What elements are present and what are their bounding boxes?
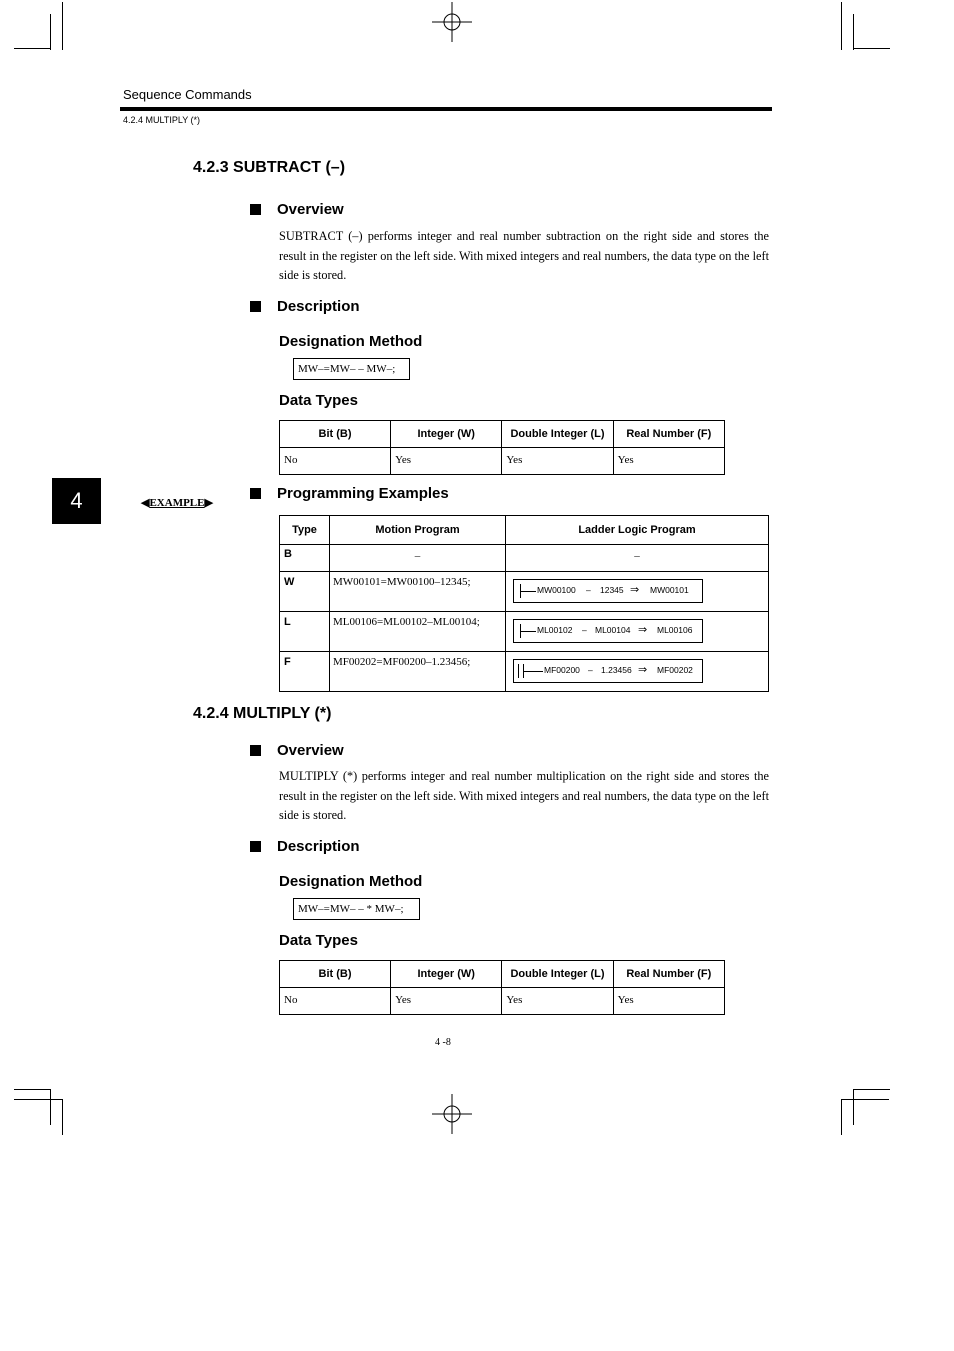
designation-code: MW–=MW– – MW–; [293,358,410,380]
store-arrow-icon: ⇒ [638,624,648,636]
crop-mark [853,14,854,50]
ladder-operand: 12345 [600,585,624,595]
table-cell: Yes [613,988,724,1015]
right-triangle-icon: ▶ [204,497,213,509]
table-cell: No [280,988,391,1015]
registration-mark-top [432,2,472,42]
description-heading: Description [250,838,360,855]
example-tag [141,496,213,509]
crop-mark [841,1099,842,1135]
crop-mark [62,1099,63,1135]
example-label: EXAMPLE [149,497,205,509]
ladder-source: MW00100 [537,585,576,595]
motion-cell: MF00202=MF00200–1.23456; [330,652,506,692]
overview-heading: Overview [250,201,344,218]
store-arrow-icon: ⇒ [630,584,640,596]
type-cell: L [280,612,330,652]
crop-mark [50,1089,51,1125]
table-header-row [280,961,725,988]
ladder-cell [506,652,769,692]
data-types-table [279,960,725,1015]
ladder-operand: ML00104 [595,625,631,635]
crop-mark [841,1099,889,1100]
square-bullet-icon [250,301,261,312]
table-header-cell: Real Number (F) [613,421,724,448]
rung-line [520,591,536,592]
ladder-cell [506,572,769,612]
registration-mark-bottom [432,1094,472,1134]
square-bullet-icon [250,841,261,852]
ladder-source: MF00200 [544,665,580,675]
table-cell: Yes [391,988,502,1015]
square-bullet-icon [250,488,261,499]
table-header-cell: Double Integer (L) [502,421,613,448]
ladder-operator: – [588,665,593,675]
ladder-destination: MW00101 [650,585,689,595]
table-header-cell: Integer (W) [391,421,502,448]
overview-text: MULTIPLY (*) performs integer and real number multiplication on the right side and stores the result in the register on the left side. With mixed integers and real numbers, the data type on the left side is stored. [279,769,769,823]
table-row [280,612,769,652]
programming-examples-table [279,515,769,692]
table-header-row [280,516,769,545]
header-rule [120,107,772,111]
running-subheader: 4.2.4 MULTIPLY (*) [123,115,201,125]
table-row [280,652,769,692]
ladder-operator: – [582,625,587,635]
designation-code: MW–=MW– – * MW–; [293,898,420,920]
ladder-cell: – [506,545,769,572]
table-row [280,545,769,572]
crop-mark [14,1099,62,1100]
table-header-cell: Motion Program [330,516,506,545]
ladder-destination: MF00202 [657,665,693,675]
ladder-diagram [513,579,703,603]
ladder-cell [506,612,769,652]
type-cell: B [280,545,330,572]
store-arrow-icon: ⇒ [638,664,648,676]
running-header: Sequence Commands [123,87,252,102]
page-number: 4 -8 [435,1037,451,1048]
motion-cell: MW00101=MW00100–12345; [330,572,506,612]
ladder-diagram [513,659,703,683]
table-cell: No [280,448,391,475]
ladder-operand: 1.23456 [601,665,632,675]
crop-mark [62,2,63,50]
table-cell: Yes [502,448,613,475]
section-title-multiply: 4.2.4 MULTIPLY (*) [193,705,332,722]
type-cell: W [280,572,330,612]
table-row [280,988,725,1015]
section-title-subtract: 4.2.3 SUBTRACT (–) [193,159,346,176]
table-cell: Yes [391,448,502,475]
table-header-cell: Type [280,516,330,545]
ladder-diagram [513,619,703,643]
table-header-row [280,421,725,448]
square-bullet-icon [250,745,261,756]
table-header-cell: Double Integer (L) [502,961,613,988]
programming-examples-heading: Programming Examples [250,485,449,502]
crop-mark [50,14,51,50]
contact-bar [518,664,519,678]
overview-text: SUBTRACT (–) performs integer and real number subtraction on the right side and stores the result in the register on the left side. With mixed integers and real numbers, the data type on the left side is stored. [279,229,769,283]
rung-line [523,671,543,672]
type-cell: F [280,652,330,692]
table-header-cell: Bit (B) [280,961,391,988]
table-cell: Yes [502,988,613,1015]
crop-mark [14,48,51,49]
description-heading: Description [250,298,360,315]
left-triangle-icon: ◀ [141,497,150,509]
table-row [280,448,725,475]
ladder-destination: ML00106 [657,625,693,635]
overview-heading: Overview [250,742,344,759]
table-row [280,572,769,612]
crop-mark [853,1089,854,1125]
square-bullet-icon [250,204,261,215]
table-header-cell: Real Number (F) [613,961,724,988]
motion-cell: ML00106=ML00102–ML00104; [330,612,506,652]
chapter-tab: 4 [52,478,101,524]
data-types-heading: Data Types [279,392,358,409]
table-cell: Yes [613,448,724,475]
crop-mark [841,2,842,50]
ladder-source: ML00102 [537,625,573,635]
table-header-cell: Integer (W) [391,961,502,988]
motion-cell: – [330,545,506,572]
data-types-heading: Data Types [279,932,358,949]
data-types-table [279,420,725,475]
table-header-cell: Bit (B) [280,421,391,448]
crop-mark [853,1089,890,1090]
rung-line [520,631,536,632]
designation-heading: Designation Method [279,333,423,350]
ladder-operator: – [586,585,591,595]
crop-mark [853,48,890,49]
designation-heading: Designation Method [279,873,423,890]
crop-mark [14,1089,51,1090]
table-header-cell: Ladder Logic Program [506,516,769,545]
